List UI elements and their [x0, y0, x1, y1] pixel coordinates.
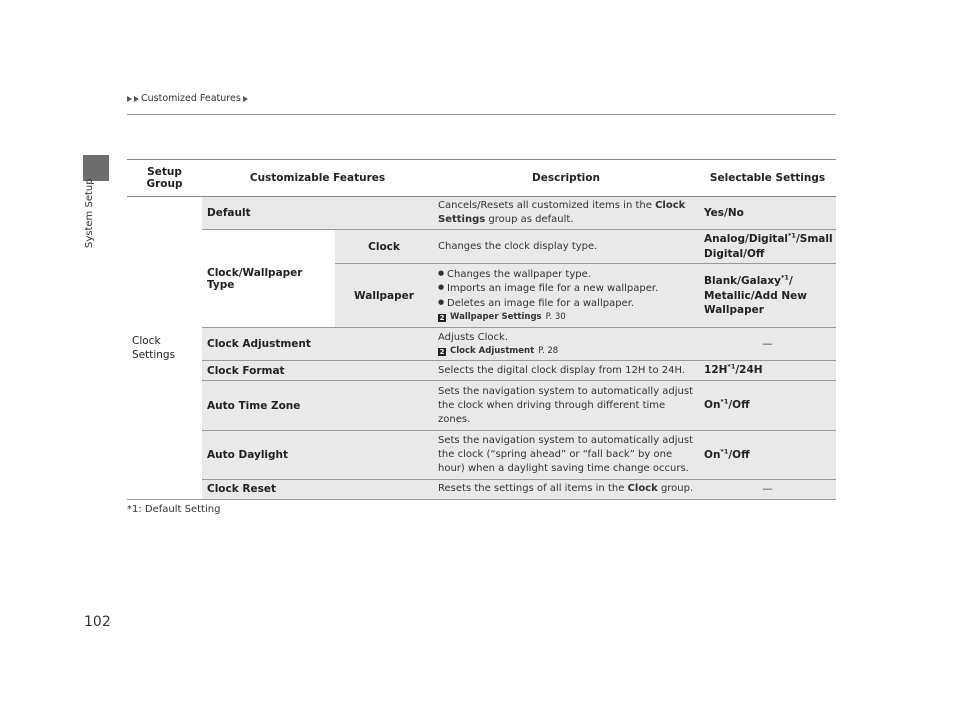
breadcrumb-label: Customized Features — [141, 93, 241, 104]
list-item: ● Deletes an image file for a wallpaper. — [438, 297, 694, 312]
settings-clock: Analog/Digital$^{*1}$/Small Digital/Off — [699, 230, 836, 264]
table-row — [127, 431, 836, 480]
header-selectable-settings: Selectable Settings — [699, 160, 836, 197]
list-item: ● Imports an image file for a new wallpaper. — [438, 282, 694, 297]
desc-default: Cancels/Resets all customized items in the Clock Settings group as default. — [433, 197, 699, 230]
table-row — [127, 361, 836, 381]
table-row — [127, 328, 836, 361]
triangle-icon — [127, 96, 132, 102]
breadcrumb — [127, 93, 248, 104]
feature-clock-reset: Clock Reset — [202, 480, 433, 500]
subfeature-wallpaper: Wallpaper — [335, 264, 433, 328]
feature-clock-format: Clock Format — [202, 361, 433, 381]
subfeature-clock: Clock — [335, 230, 433, 264]
feature-auto-daylight: Auto Daylight — [202, 431, 433, 480]
table-row — [127, 230, 836, 264]
desc-wallpaper — [433, 264, 699, 328]
footnote: *1: Default Setting — [127, 504, 221, 515]
reference-arrow-icon: 2 — [439, 347, 445, 356]
section-side-label: System Setup — [84, 178, 95, 248]
wallpaper-settings-link[interactable]: 2 Wallpaper Settings P. 30 — [439, 312, 566, 323]
header-customizable-features: Customizable Features — [202, 160, 433, 197]
settings-clock-reset: — — [699, 480, 836, 500]
header-rule — [127, 114, 836, 115]
settings-wallpaper: Blank/Galaxy$^{*1}$/ Metallic/Add New Wallpaper — [699, 264, 836, 328]
section-tab-marker — [83, 155, 109, 181]
desc-clock-format: Selects the digital clock display from 12H to 24H. — [433, 361, 699, 381]
desc-clock-adjustment: Adjusts Clock. 2 Clock Adjustment P. 28 — [433, 328, 699, 361]
settings-default: Yes/No — [699, 197, 836, 230]
feature-clock-wallpaper-type: Clock/Wallpaper Type — [202, 230, 335, 328]
triangle-icon — [243, 96, 248, 102]
settings-table — [127, 159, 836, 500]
table-row — [127, 480, 836, 500]
page-number: 102 — [84, 614, 111, 630]
header-setup-group: Setup Group — [127, 160, 202, 197]
desc-auto-daylight: Sets the navigation system to automatically adjust the clock (“spring ahead” or “fall back” by one hour) when a daylight saving time change occurs. — [433, 431, 699, 480]
reference-arrow-icon: 2 — [439, 314, 445, 323]
desc-clock: Changes the clock display type. — [433, 230, 699, 264]
table-header-row — [127, 160, 836, 197]
feature-auto-time-zone: Auto Time Zone — [202, 381, 433, 431]
settings-clock-adjustment: — — [699, 328, 836, 361]
list-item: ● Changes the wallpaper type. — [438, 268, 694, 283]
desc-auto-time-zone: Sets the navigation system to automatically adjust the clock when driving through different time zones. — [433, 381, 699, 431]
settings-auto-time-zone: On$^{*1}$/Off — [699, 381, 836, 431]
header-description: Description — [433, 160, 699, 197]
desc-clock-reset: Resets the settings of all items in the Clock group. — [433, 480, 699, 500]
table-row — [127, 197, 836, 230]
settings-auto-daylight: On$^{*1}$/Off — [699, 431, 836, 480]
feature-clock-adjustment: Clock Adjustment — [202, 328, 433, 361]
group-clock-settings: Clock Settings — [127, 197, 202, 500]
feature-default: Default — [202, 197, 433, 230]
triangle-icon — [134, 96, 139, 102]
settings-clock-format: $12H^{*1}/24H$ — [699, 361, 836, 381]
clock-adjustment-link[interactable]: 2 Clock Adjustment P. 28 — [439, 345, 559, 356]
table-row — [127, 381, 836, 431]
